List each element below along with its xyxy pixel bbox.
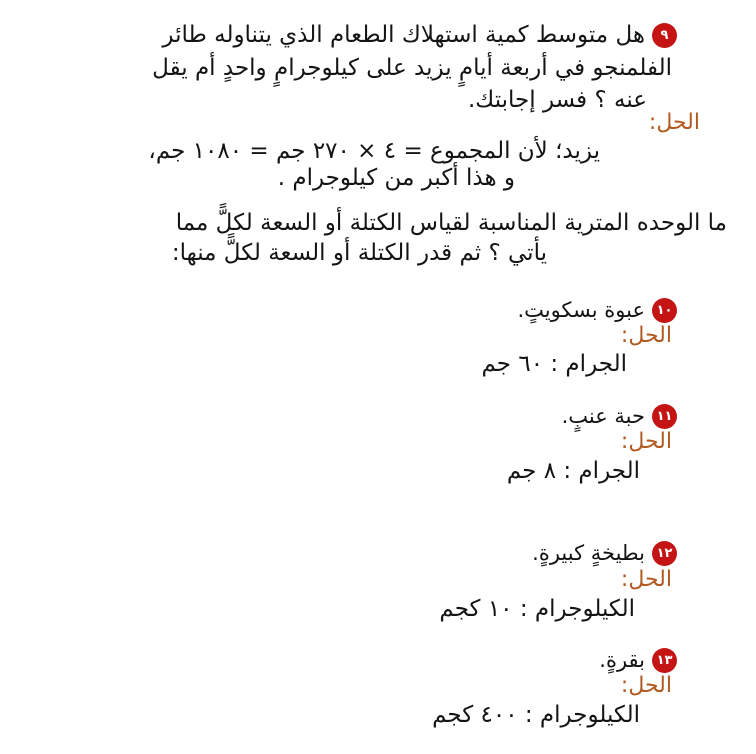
q10-title: عبوة بسكويتٍ. bbox=[517, 298, 645, 322]
q11-solution-label bbox=[621, 427, 672, 457]
intro-line1 bbox=[176, 208, 727, 238]
q12-solution-label bbox=[621, 565, 672, 595]
q13-title: بقرةٍ. bbox=[599, 648, 645, 672]
q13-answer bbox=[432, 700, 640, 730]
q11-number-badge: ١١ bbox=[652, 404, 677, 429]
q11-title: حبة عنبٍ. bbox=[561, 404, 645, 428]
q9-line2 bbox=[152, 53, 672, 83]
q9-line1 bbox=[162, 20, 677, 50]
q13-solution-label bbox=[621, 671, 672, 701]
q11-answer bbox=[507, 456, 640, 486]
q10-solution-label bbox=[621, 321, 672, 351]
q12-answer bbox=[439, 594, 635, 624]
q9-text-line2: الفلمنجو في أربعة أيامٍ يزيد على كيلوجرامٍ واحدٍ أم يقل bbox=[152, 55, 672, 81]
q13-answer-text: الكيلوجرام : ٤٠٠ كجم bbox=[432, 702, 640, 728]
q11-solution-label-text: الحل: bbox=[620, 429, 672, 454]
q12-solution-label-text: الحل: bbox=[620, 567, 672, 592]
q9-solution-line2 bbox=[278, 163, 515, 193]
q9-solution-text-line1: يزيد؛ لأن المجموع = ٤ × ٢٧٠ جم = ١٠٨٠ جم، bbox=[148, 138, 600, 164]
q10-number-badge: ١٠ bbox=[652, 298, 677, 323]
intro-text-line1: ما الوحده المترية المناسبة لقياس الكتلة أو السعة لكلًّ مما bbox=[175, 210, 727, 236]
q9-text-line3: عنه ؟ فسر إجابتك. bbox=[468, 87, 647, 113]
q9-solution-label-text: الحل: bbox=[648, 110, 700, 135]
intro-text-line2: يأتي ؟ ثم قدر الكتلة أو السعة لكلًّ منها: bbox=[171, 240, 547, 266]
q11-answer-text: الجرام : ٨ جم bbox=[506, 458, 640, 484]
intro-line2 bbox=[172, 238, 547, 268]
q12-title-row bbox=[532, 538, 677, 568]
q9-solution-text-line2: و هذا أكبر من كيلوجرام . bbox=[277, 165, 515, 191]
q9-solution-label bbox=[649, 108, 700, 138]
q9-solution-line1 bbox=[148, 136, 600, 166]
q10-answer-text: الجرام : ٦٠ جم bbox=[481, 351, 627, 377]
q12-title: بطيخةٍ كبيرةٍ. bbox=[532, 541, 645, 565]
q9-text-line1: هل متوسط كمية استهلاك الطعام الذي يتناوله طائر bbox=[162, 22, 645, 48]
q13-number-badge: ١٣ bbox=[652, 648, 677, 673]
q10-solution-label-text: الحل: bbox=[620, 323, 672, 348]
q12-answer-text: الكيلوجرام : ١٠ كجم bbox=[439, 596, 635, 622]
q10-answer bbox=[482, 349, 628, 379]
q9-line3 bbox=[468, 85, 647, 115]
q9-number-badge: ٩ bbox=[652, 23, 677, 48]
q13-solution-label-text: الحل: bbox=[620, 673, 672, 698]
q12-number-badge: ١٢ bbox=[652, 541, 677, 566]
